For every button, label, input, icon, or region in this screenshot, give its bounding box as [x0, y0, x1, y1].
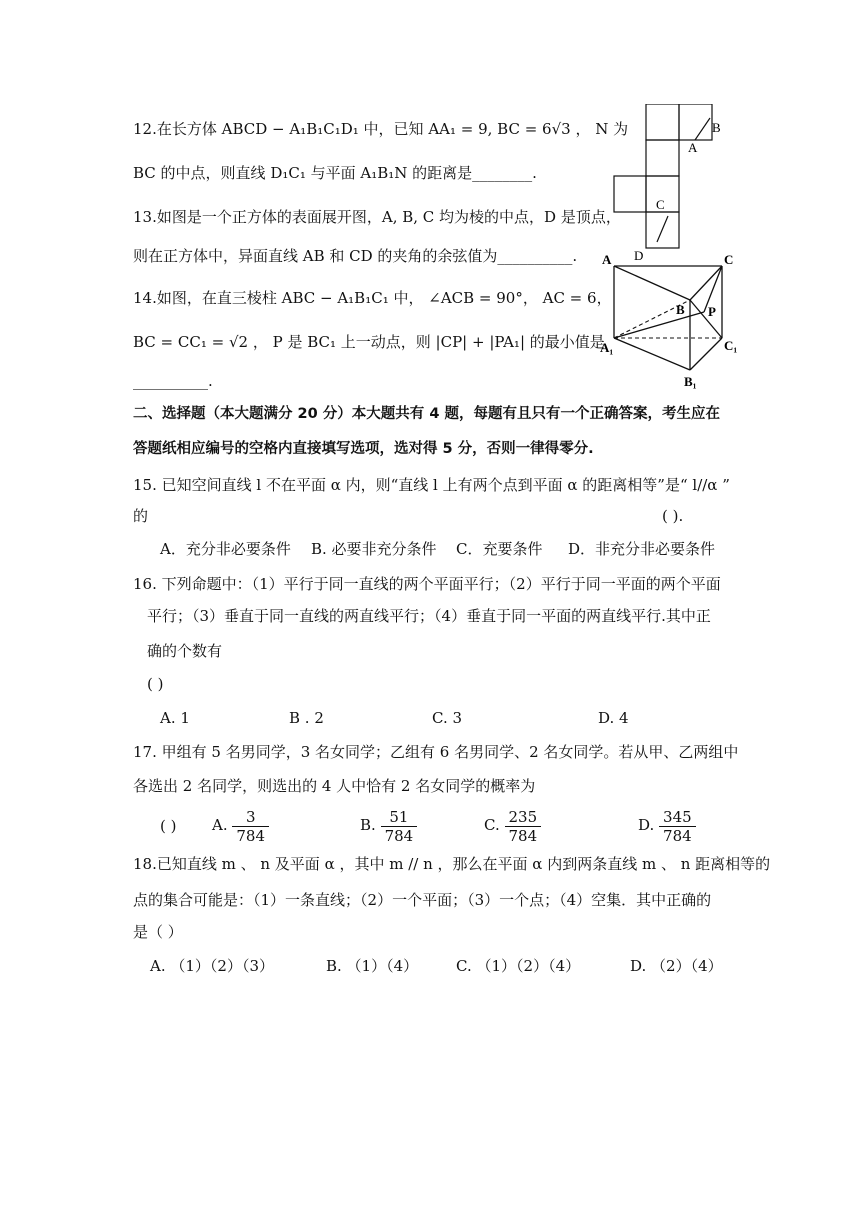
q17-line2: 各选出 2 名同学，则选出的 4 人中恰有 2 名女同学的概率为 — [133, 777, 536, 795]
q15-option-d: D．非充分非必要条件 — [568, 540, 716, 558]
denominator: 784 — [663, 826, 692, 845]
q15-line2: 的 — [133, 507, 149, 525]
q15-line1: 15. 已知空间直线 l 不在平面 α 内，则“直线 l 上有两个点到平面 α 的距离相等”是“ l//α ” — [133, 476, 730, 494]
q18-option-b: B. （1）（4） — [326, 957, 419, 975]
fraction — [381, 808, 418, 845]
q14-line3: __________. — [133, 372, 213, 390]
q17-answer-paren: ( ) — [160, 817, 177, 835]
q17-option-a — [212, 803, 269, 847]
prism-label-a1: A₁ — [600, 340, 614, 355]
q18-option-d: D. （2）（4） — [630, 957, 723, 975]
net-label-d: D — [634, 248, 644, 263]
prism-label-c: C — [724, 252, 734, 267]
denominator: 784 — [384, 826, 414, 845]
numerator: 345 — [659, 808, 696, 827]
net-label-c: C — [656, 197, 665, 212]
q15-option-b: B. 必要非充分条件 — [311, 540, 437, 558]
denominator: 784 — [236, 826, 266, 845]
q12-line2: BC 的中点，则直线 D₁C₁ 与平面 A₁B₁N 的距离是________. — [133, 164, 537, 182]
q16-answer-paren: ( ) — [147, 675, 164, 693]
numerator: 235 — [505, 808, 542, 827]
option-letter: D. — [638, 816, 655, 834]
prism-label-b: B — [676, 302, 685, 317]
prism-label-c1: C₁ — [724, 338, 738, 353]
q13-line2: 则在正方体中，异面直线 AB 和 CD 的夹角的余弦值为__________. — [133, 247, 578, 265]
q16-option-d: D. 4 — [598, 709, 629, 727]
q14-line2: BC = CC₁ = √2 ， P 是 BC₁ 上一动点，则 |CP| + |PA₁| 的最小值是 — [133, 333, 605, 351]
q16-line3: 确的个数有 — [147, 642, 223, 660]
q15-answer-paren: ( ). — [662, 507, 684, 525]
q16-option-b: B . 2 — [289, 709, 324, 727]
section2-heading-line2: 答题纸相应编号的空格内直接填写选项，选对得 5 分，否则一律得零分. — [133, 441, 594, 457]
prism-label-p: P — [708, 304, 716, 319]
q17-option-d — [638, 803, 696, 847]
section2-heading-line1: 二、选择题（本大题满分 20 分）本大题共有 4 题，每题有且只有一个正确答案，考生应在 — [133, 406, 720, 422]
q16-line1: 16. 下列命题中：（1）平行于同一直线的两个平面平行；（2）平行于同一平面的两个平面 — [133, 575, 721, 593]
q18-option-a: A. （1）（2）（3） — [150, 957, 274, 975]
fraction — [232, 808, 269, 845]
q18-line3: 是（ ） — [133, 923, 183, 941]
q15-option-a: A．充分非必要条件 — [160, 540, 291, 558]
fraction — [505, 808, 542, 845]
q13-line1: 13.如图是一个正方体的表面展开图，A, B, C 均为棱的中点，D 是顶点， — [133, 208, 621, 226]
prism-label-a: A — [602, 252, 612, 267]
q18-option-c: C. （1）（2）（4） — [456, 957, 581, 975]
net-label-b: B — [712, 120, 721, 135]
net-label-a: A — [688, 140, 698, 155]
q12-line1: 12.在长方体 ABCD − A₁B₁C₁D₁ 中，已知 AA₁ = 9, BC = 6√3 ， N 为 — [133, 120, 629, 138]
q16-option-a: A. 1 — [160, 709, 190, 727]
q16-line2: 平行；（3）垂直于同一直线的两直线平行；（4）垂直于同一平面的两直线平行.其中正 — [147, 607, 711, 625]
q17-line1: 17. 甲组有 5 名男同学，3 名女同学；乙组有 6 名男同学、2 名女同学。若从甲、乙两组中 — [133, 743, 739, 761]
q14-line1: 14.如图，在直三棱柱 ABC − A₁B₁C₁ 中， ∠ACB = 90°， AC = 6， — [133, 289, 612, 307]
option-letter: C. — [484, 816, 500, 834]
q16-option-c: C. 3 — [432, 709, 463, 727]
denominator: 784 — [508, 826, 538, 845]
fraction — [659, 808, 696, 845]
q17-option-c — [484, 803, 541, 847]
q17-option-b — [360, 803, 417, 847]
q18-line2: 点的集合可能是：（1）一条直线；（2）一个平面；（3）一个点；（4）空集．其中正确的 — [133, 891, 712, 909]
cube-net-figure — [612, 104, 752, 264]
prism-label-b1: B₁ — [684, 374, 697, 389]
prism-figure — [600, 252, 750, 392]
option-letter: B. — [360, 816, 376, 834]
option-letter: A. — [212, 816, 228, 834]
numerator: 3 — [232, 808, 269, 827]
q15-option-c: C．充要条件 — [456, 540, 543, 558]
q18-line1: 18.已知直线 m 、 n 及平面 α ，其中 m // n ，那么在平面 α 内到两条直线 m 、 n 距离相等的 — [133, 855, 771, 873]
numerator: 51 — [381, 808, 418, 827]
